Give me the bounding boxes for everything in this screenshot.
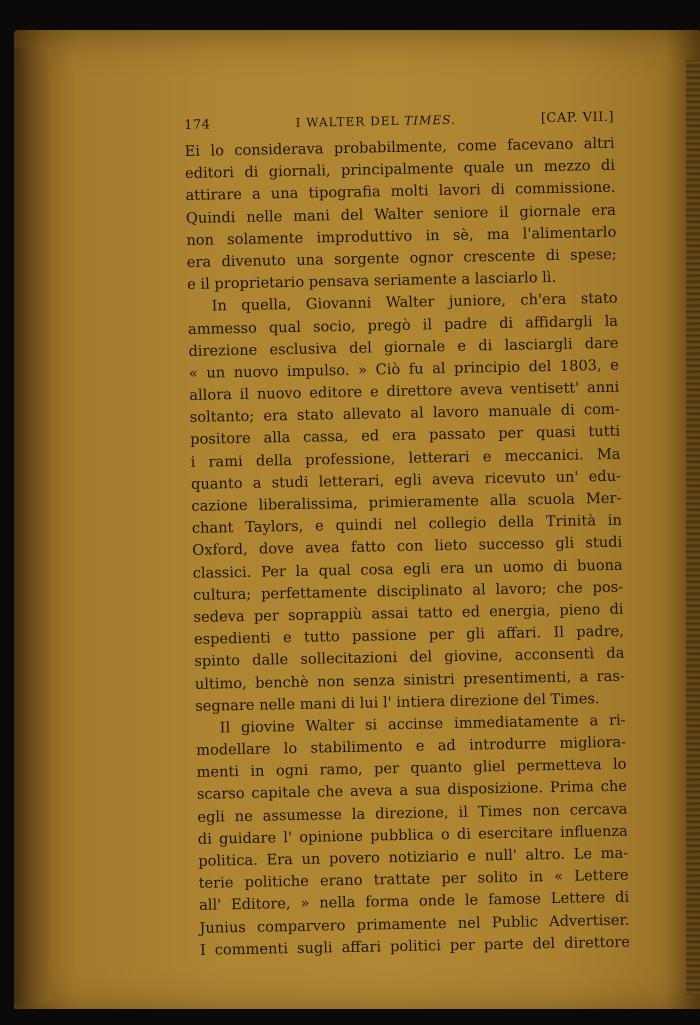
text-line: menti in ogni ramo, per quanto gliel permetteva lo: [196, 755, 627, 782]
text-line: spinto dalle sollecitazioni del giovine, acconsentì da: [194, 644, 625, 671]
text-line: scarso capitale che aveva a sua disposizione. Prima che: [196, 778, 628, 804]
text-line: egli ne assumesse la direzione, il Times non cercava: [197, 800, 628, 826]
text-line: di guidare l' opinione pubblica o di esercitare influenza: [197, 822, 628, 848]
text-line: terie politiche erano trattate per solito in « Lettere: [198, 866, 629, 893]
text-line: e il proprietario pensava seriamente a lasciarlo lì.: [187, 269, 557, 294]
text-line: « un nuovo impulso. » Ciò fu al principio del 1803, e: [188, 356, 619, 382]
scan-bottom-border: [0, 1009, 700, 1025]
text-line: In quella, Giovanni Walter juniore, ch'era stato: [211, 290, 618, 315]
page-text-block: [184, 110, 630, 962]
chapter-label: [CAP. VII.]: [540, 109, 615, 127]
text-line: soltanto; era stato allevato al lavoro manuale di com-: [189, 400, 620, 427]
text-line: Il giovine Walter si accinse immediatamente a ri-: [219, 711, 626, 737]
text-line: i rami della professione, letterari e meccanici. Ma: [190, 445, 621, 471]
text-line: politica. Era un povero notiziario e null' altro. Le ma-: [198, 844, 629, 870]
text-line: Junius comparvero primamente nel Public Advertiser.: [199, 911, 630, 937]
text-line: chant Taylors, e quindi nel collegio della Trinità in: [191, 511, 622, 538]
running-title: [295, 113, 455, 130]
text-line: quanto a studi letterari, egli aveva ricevuto un' edu-: [190, 467, 622, 493]
text-line: espedienti e tutto passione per gli affari. Il padre,: [193, 622, 625, 649]
text-line: segnare nelle mani di lui l' intiera direzione del Times.: [195, 689, 600, 715]
text-line: Quindi nelle mani del Walter seniore il giornale era: [185, 201, 617, 227]
text-line: Ei lo considerava probabilmente, come facevano altri: [184, 134, 615, 160]
text-line: allora il nuovo editore e direttore aveva ventisett' anni: [189, 378, 620, 405]
text-line: positore alla cassa, ed era passato per quasi tutti: [190, 423, 621, 449]
text-line: non solamente improduttivo in sè, ma l'alimentarlo: [186, 223, 617, 249]
page-stack-edge: [686, 60, 700, 995]
text-line: sedeva per soprappiù assai tatto ed energia, pieno di: [193, 600, 624, 626]
text-line: classici. Per la qual cosa egli era un uomo di buona: [192, 556, 623, 582]
text-line: editori di giornali, principalmente quale un mezzo di: [184, 156, 616, 183]
text-line: cultura; perfettamente disciplinato al lavoro; che pos-: [192, 578, 624, 604]
text-line: cazione liberalissima, primieramente alla scuola Mer-: [191, 489, 622, 515]
text-line: ultimo, benchè non senza sinistri presentimenti, a ras-: [194, 667, 625, 693]
text-line: all' Editore, » nella forma onde le famose Lettere di: [198, 888, 630, 915]
text-line: modellare lo stabilimento e ad introdurre migliora-: [195, 733, 627, 759]
body-text: [184, 133, 630, 962]
text-line: era divenuto una sorgente ognor crescente di spese;: [186, 245, 617, 271]
text-line: direzione esclusiva del giornale e di lasciargli dare: [188, 334, 619, 360]
running-title-prefix: I WALTER DEL: [295, 113, 405, 130]
running-title-italic: TIMES.: [404, 112, 456, 128]
text-line: Oxford, dove avea fatto con lieto successo gli studi: [192, 534, 623, 560]
page-number: 174: [184, 117, 211, 133]
text-line: ammesso qual socio, pregò il padre di affidargli la: [187, 312, 619, 338]
page-gutter-shadow: [14, 48, 50, 1003]
text-line: attirare a una tipografia molti lavori di commissione.: [185, 179, 616, 205]
text-line: I commenti sugli affari politici per parte del direttore: [199, 933, 631, 959]
